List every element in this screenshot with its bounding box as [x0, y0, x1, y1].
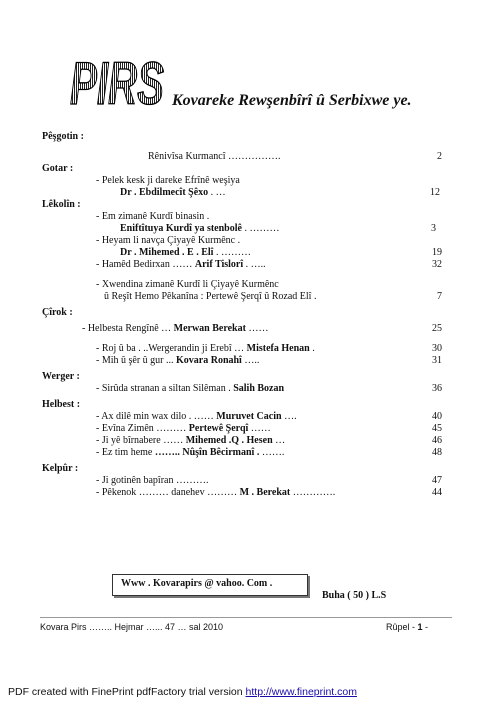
toc-entry — [96, 343, 315, 354]
tagline: Kovareke Rewşenbîrî û Serbixwe ye. — [172, 92, 412, 109]
toc-entry-author: Merwan Berekat — [173, 323, 246, 334]
toc-page-number: 40 — [432, 411, 442, 422]
toc-entry — [148, 151, 280, 162]
toc-entry-title: - Helbesta Rengînê … — [82, 323, 174, 334]
toc-entry-leader: …. — [281, 411, 297, 422]
toc-page-number: 46 — [432, 435, 442, 446]
toc-entry-author: …….. Nûşîn Bêcirmanî . — [154, 447, 260, 458]
toc-entry — [104, 291, 316, 302]
toc-entry-leader: … — [272, 435, 286, 446]
toc-section-heading: Helbest : — [42, 399, 81, 410]
toc-entry-author: Muruvet Cacin — [216, 411, 282, 422]
toc-entry-title: - Roj û ba . ..Wergerandin ji Erebî … — [96, 343, 247, 354]
toc-entry-author: Salih Bozan — [233, 383, 285, 394]
price: Buha ( 50 ) L.S — [322, 590, 387, 601]
toc-page-number: 2 — [437, 151, 442, 162]
toc-entry — [96, 447, 284, 458]
toc-entry — [96, 235, 240, 246]
toc-entry-leader: …………. — [290, 487, 336, 498]
toc-entry-title: - Ji yê bîrnabere …… — [96, 435, 186, 446]
toc-entry — [96, 355, 259, 366]
toc-entry — [96, 435, 285, 446]
page-label: Rûpel - — [386, 622, 418, 632]
toc-entry-author: Eniftîtuya Kurdî ya stenbolê — [120, 223, 242, 234]
email-box: Www . Kovarapirs @ vahoo. Com . — [112, 574, 308, 596]
toc-entry-title: - Heyam li navça Çiyayê Kurmênc . — [96, 235, 241, 246]
toc-entry-leader: ……. — [259, 447, 285, 458]
toc-entry-author: Kovara Ronahî — [176, 355, 242, 366]
toc-page-number: 44 — [432, 487, 442, 498]
footer-rule — [40, 617, 452, 618]
toc-page-number: 3 — [431, 223, 436, 234]
toc-entry-title: - Xwendina zimanê Kurdî li Çiyayê Kurmênc — [96, 279, 279, 290]
fineprint-link[interactable]: http://www.fineprint.com — [245, 686, 357, 698]
toc-entry-author: Dr . Ebdilmecît Şêxo — [120, 187, 209, 198]
toc-section-heading: Pêşgotin : — [42, 131, 84, 142]
toc-entry-leader: . ……… — [213, 247, 251, 258]
toc-entry-author: Dr . Mihemed . E . Elî — [120, 247, 214, 258]
toc-entry-leader: …… — [248, 423, 271, 434]
toc-section-heading: Çîrok : — [42, 307, 73, 318]
toc-entry — [96, 279, 279, 290]
toc-section-heading: Lêkolîn : — [42, 199, 81, 210]
toc-page-number: 47 — [432, 475, 442, 486]
toc-entry — [120, 187, 226, 198]
toc-entry — [120, 223, 279, 234]
toc-entry-title: - Sirûda stranan a siltan Silêman . — [96, 383, 234, 394]
toc-page-number: 31 — [432, 355, 442, 366]
toc-entry-title: - Pêkenok ……… danehev ……… — [96, 487, 240, 498]
page-suffix: - — [422, 622, 429, 632]
toc-entry — [96, 383, 284, 394]
toc-entry-author: M . Berekat — [239, 487, 291, 498]
toc-page-number: 48 — [432, 447, 442, 458]
toc-page-number: 45 — [432, 423, 442, 434]
toc-entry-title: - Evîna Zimên ……… — [96, 423, 189, 434]
toc-entry — [96, 475, 208, 486]
toc-entry-leader: ….. — [241, 355, 260, 366]
footer-left: Kovara Pirs …….. Hejmar …... 47 … sal 2010 — [40, 622, 224, 632]
svg-text:PIRS: PIRS — [70, 50, 164, 117]
toc-entry-leader: …… — [245, 323, 269, 334]
toc-entry — [96, 411, 297, 422]
toc-section-heading: Kelpûr : — [42, 463, 79, 474]
toc-entry-title: - Ji gotinên bapîran ………. — [96, 475, 209, 486]
toc-page-number: 7 — [437, 291, 442, 302]
toc-page-number: 12 — [430, 187, 440, 198]
toc-page-number: 25 — [432, 323, 442, 334]
toc-entry-leader: . ……… — [241, 223, 280, 234]
toc-page-number: 19 — [432, 247, 442, 258]
toc-entry-title: - Em zimanê Kurdî binasin . — [96, 211, 210, 222]
toc-entry — [96, 423, 271, 434]
pdf-notice-text: PDF created with FinePrint pdfFactory trial version — [8, 686, 246, 698]
toc-section-heading: Werger : — [42, 371, 80, 382]
toc-entry-leader: . ….. — [243, 259, 266, 270]
toc-entry-title: Rênivîsa Kurmancî ……………. — [148, 151, 281, 162]
toc-entry-title: - Pelek kesk ji dareke Efrînê weşiya — [96, 175, 240, 186]
pdf-notice — [8, 686, 357, 698]
toc-entry-leader: . — [309, 343, 315, 354]
toc-section-heading: Gotar : — [42, 163, 74, 174]
toc-entry — [120, 247, 251, 258]
toc-entry-author: Mihemed .Q . Hesen — [185, 435, 273, 446]
toc-page-number: 36 — [432, 383, 442, 394]
toc-page-number: 32 — [432, 259, 442, 270]
toc-entry-leader: . … — [208, 187, 226, 198]
toc-entry-title: - Mih û şêr û gur ... — [96, 355, 176, 366]
footer-page — [386, 622, 428, 632]
toc-entry — [96, 259, 266, 270]
toc-entry — [96, 211, 209, 222]
toc-entry-author: Mistefa Henan — [246, 343, 310, 354]
toc-page-number: 30 — [432, 343, 442, 354]
toc-entry-author: Arif Tislorî — [194, 259, 244, 270]
toc-entry-title: û Reşît Hemo Pêkanîna : Pertewê Şerqî û Rozad Elî . — [104, 291, 317, 302]
page-number: 1 — [417, 622, 423, 632]
toc-entry-title: - Hamêd Bedirxan …… — [96, 259, 195, 270]
toc-entry-author: Pertewê Şerqî — [188, 423, 249, 434]
toc-entry — [82, 323, 268, 334]
toc-entry — [96, 487, 335, 498]
toc-entry-title: - Ez tim heme — [96, 447, 155, 458]
toc-entry-title: - Ax dilê min wax dilo . …… — [96, 411, 217, 422]
toc-entry — [96, 175, 240, 186]
